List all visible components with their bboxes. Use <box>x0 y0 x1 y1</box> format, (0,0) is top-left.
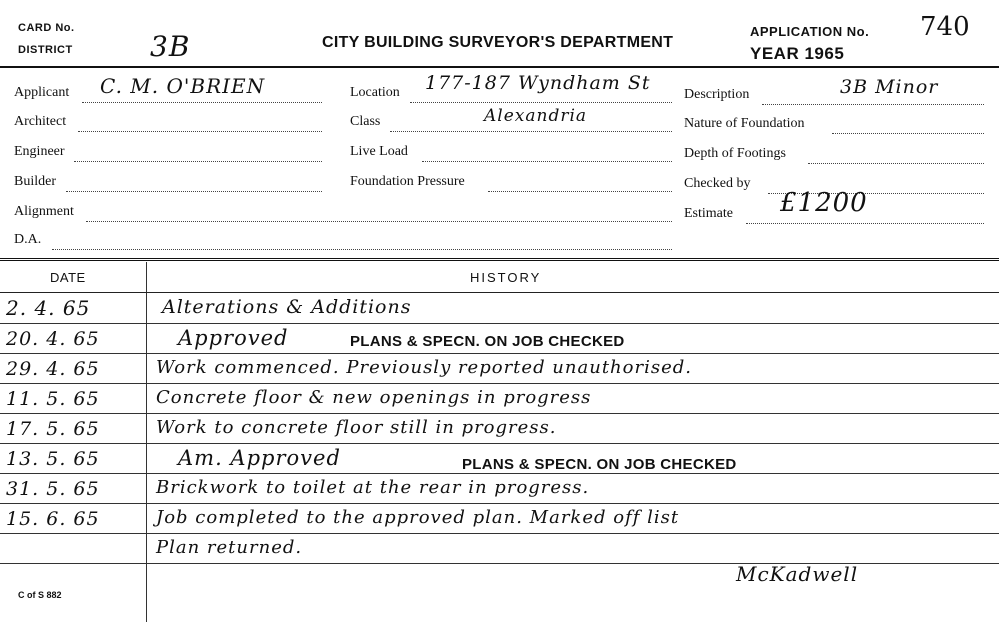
description-value: 3B Minor <box>840 76 939 98</box>
nature-line <box>832 132 984 134</box>
live-load-line <box>422 160 672 162</box>
history-date: 20. 4. 65 <box>6 328 100 350</box>
history-date: 11. 5. 65 <box>6 388 100 410</box>
location-value: 177-187 Wyndham St <box>425 72 651 94</box>
engineer-line <box>74 160 322 162</box>
row-rule <box>0 503 999 504</box>
history-date: 31. 5. 65 <box>6 478 100 500</box>
row-rule <box>0 443 999 444</box>
estimate-line <box>746 222 984 224</box>
row-rule <box>0 323 999 324</box>
row-rule <box>0 533 999 534</box>
engineer-label: Engineer <box>14 144 65 159</box>
history-date: 13. 5. 65 <box>6 448 100 470</box>
form-code: C of S 882 <box>18 590 62 600</box>
date-column-divider <box>146 262 147 622</box>
header-divider <box>0 66 999 68</box>
class-value: Alexandria <box>484 106 588 126</box>
history-text: Concrete floor & new openings in progress <box>156 387 592 408</box>
history-date: 29. 4. 65 <box>6 358 100 380</box>
history-text: Approved <box>178 326 289 350</box>
application-number: 740 <box>920 12 970 42</box>
nature-of-foundation-label: Nature of Foundation <box>684 116 805 131</box>
district-label: DISTRICT <box>18 44 73 56</box>
history-date: 2. 4. 65 <box>6 296 91 320</box>
department-title: CITY BUILDING SURVEYOR'S DEPARTMENT <box>322 34 674 51</box>
history-text: Alterations & Additions <box>162 296 412 318</box>
estimate-label: Estimate <box>684 206 733 221</box>
history-text: Job completed to the approved plan. Marked off list <box>156 507 680 528</box>
history-text: Am. Approved <box>178 446 341 470</box>
description-label: Description <box>684 87 750 102</box>
builder-line <box>66 190 322 192</box>
year-label: YEAR 1965 <box>750 44 845 63</box>
row-rule <box>0 383 999 384</box>
history-text: Work commenced. Previously reported unauthorised. <box>156 357 692 378</box>
depth-of-footings-label: Depth of Footings <box>684 146 786 161</box>
row-rule <box>0 473 999 474</box>
table-top-border <box>0 258 999 261</box>
location-label: Location <box>350 85 400 100</box>
live-load-label: Live Load <box>350 144 408 159</box>
builder-label: Builder <box>14 174 56 189</box>
history-date: 15. 6. 65 <box>6 508 100 530</box>
applicant-line <box>82 101 322 103</box>
history-date: 17. 5. 65 <box>6 418 100 440</box>
applicant-label: Applicant <box>14 85 70 100</box>
da-label: D.A. <box>14 232 42 247</box>
history-text: Work to concrete floor still in progress. <box>156 417 557 438</box>
class-line <box>390 130 672 132</box>
checked-stamp: PLANS & SPECN. ON JOB CHECKED <box>462 456 737 473</box>
history-header: HISTORY <box>470 270 542 285</box>
architect-label: Architect <box>14 114 67 129</box>
history-text: Plan returned. <box>156 537 303 558</box>
header-rule <box>0 292 999 293</box>
foundation-pressure-label: Foundation Pressure <box>350 174 465 189</box>
alignment-line <box>86 220 672 222</box>
checked-by-label: Checked by <box>684 176 751 191</box>
da-line <box>52 248 672 250</box>
application-label: APPLICATION No. <box>750 24 870 39</box>
date-header: DATE <box>50 270 86 285</box>
card-no-label: CARD No. <box>18 22 75 34</box>
description-line <box>762 103 984 105</box>
alignment-label: Alignment <box>14 204 74 219</box>
applicant-value: C. M. O'BRIEN <box>100 74 266 98</box>
class-label: Class <box>350 114 381 129</box>
district-value: 3B <box>150 30 191 63</box>
depth-line <box>808 162 984 164</box>
estimate-value: £1200 <box>780 188 868 218</box>
row-rule <box>0 413 999 414</box>
signature: McKadwell <box>736 562 859 586</box>
checked-stamp: PLANS & SPECN. ON JOB CHECKED <box>350 333 625 350</box>
location-line <box>410 101 672 103</box>
history-text: Brickwork to toilet at the rear in progress. <box>156 477 590 498</box>
row-rule <box>0 353 999 354</box>
architect-line <box>78 130 322 132</box>
foundation-pressure-line <box>488 190 672 192</box>
